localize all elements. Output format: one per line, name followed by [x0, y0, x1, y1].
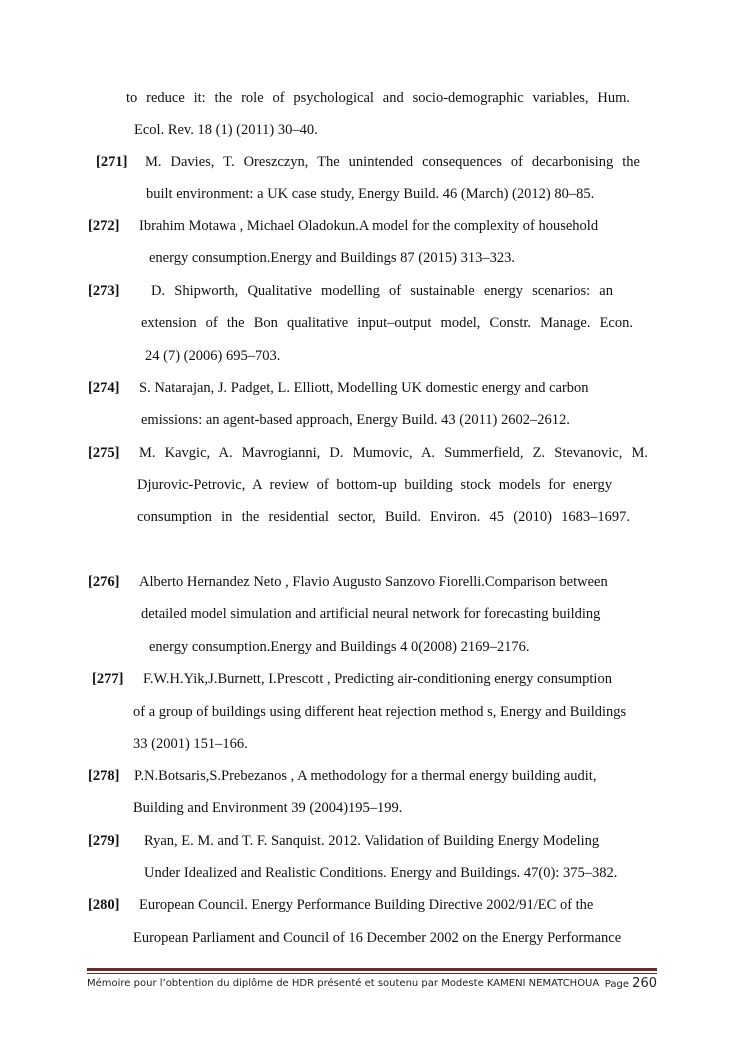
page-number: 260 [632, 976, 657, 991]
reference-line: Building and Environment 39 (2004)195–199. [133, 800, 403, 816]
reference-line: Ryan, E. M. and T. F. Sanquist. 2012. Validation of Building Energy Modeling [144, 833, 600, 849]
reference-line: detailed model simulation and artificial neural network for forecasting building [141, 606, 601, 622]
reference-line: F.W.H.Yik,J.Burnett, I.Prescott , Predicting air-conditioning energy consumption [143, 671, 612, 687]
reference-line: S. Natarajan, J. Padget, L. Elliott, Modelling UK domestic energy and carbon [139, 380, 589, 396]
footer-rule-thin [87, 973, 657, 974]
reference-line: Djurovic-Petrovic, A review of bottom-up building stock models for energy [137, 477, 612, 493]
page-label: Page [604, 979, 629, 990]
reference-number: [279] [88, 833, 120, 849]
page-footer [87, 978, 657, 989]
reference-number: [275] [88, 445, 120, 461]
footer-rule-thick [87, 968, 657, 971]
reference-line: built environment: a UK case study, Energy Build. 46 (March) (2012) 80–85. [146, 186, 595, 202]
page-number-block [605, 976, 657, 991]
reference-line: energy consumption.Energy and Buildings 87 (2015) 313–323. [149, 250, 515, 266]
reference-line: 24 (7) (2006) 695–703. [145, 348, 281, 364]
reference-number: [278] [88, 768, 120, 784]
reference-line: M. Davies, T. Oreszczyn, The unintended consequences of decarbonising the [145, 154, 640, 170]
reference-line: 33 (2001) 151–166. [133, 736, 248, 752]
reference-line: consumption in the residential sector, Build. Environ. 45 (2010) 1683–1697. [137, 509, 630, 525]
reference-line: extension of the Bon qualitative input–output model, Constr. Manage. Econ. [141, 315, 633, 331]
reference-line: M. Kavgic, A. Mavrogianni, D. Mumovic, A. Summerfield, Z. Stevanovic, M. [139, 445, 648, 461]
footer-text: Mémoire pour l’obtention du diplôme de HDR présenté et soutenu par Modeste KAMENI NEMATCHOUA [87, 978, 600, 989]
reference-line: European Council. Energy Performance Building Directive 2002/91/EC of the [139, 897, 594, 913]
reference-line: D. Shipworth, Qualitative modelling of sustainable energy scenarios: an [151, 283, 613, 299]
reference-number: [274] [88, 380, 120, 396]
reference-number: [277] [92, 671, 124, 687]
reference-line: emissions: an agent-based approach, Energy Build. 43 (2011) 2602–2612. [141, 412, 570, 428]
reference-number: [280] [88, 897, 120, 913]
reference-number: [272] [88, 218, 120, 234]
reference-line: of a group of buildings using different heat rejection method s, Energy and Buildings [133, 704, 627, 720]
reference-line: to reduce it: the role of psychological and socio-demographic variables, Hum. [126, 90, 630, 106]
reference-line: Under Idealized and Realistic Conditions. Energy and Buildings. 47(0): 375–382. [144, 865, 618, 881]
reference-number: [273] [88, 283, 120, 299]
reference-number: [276] [88, 574, 120, 590]
reference-line: Ecol. Rev. 18 (1) (2011) 30–40. [134, 122, 318, 138]
reference-line: Ibrahim Motawa , Michael Oladokun.A model for the complexity of household [139, 218, 599, 234]
reference-line: European Parliament and Council of 16 December 2002 on the Energy Performance [133, 930, 622, 946]
reference-number: [271] [96, 154, 128, 170]
reference-line: P.N.Botsaris,S.Prebezanos , A methodology for a thermal energy building audit, [134, 768, 597, 784]
reference-line: energy consumption.Energy and Buildings 4 0(2008) 2169–2176. [149, 639, 530, 655]
reference-line: Alberto Hernandez Neto , Flavio Augusto Sanzovo Fiorelli.Comparison between [139, 574, 608, 590]
